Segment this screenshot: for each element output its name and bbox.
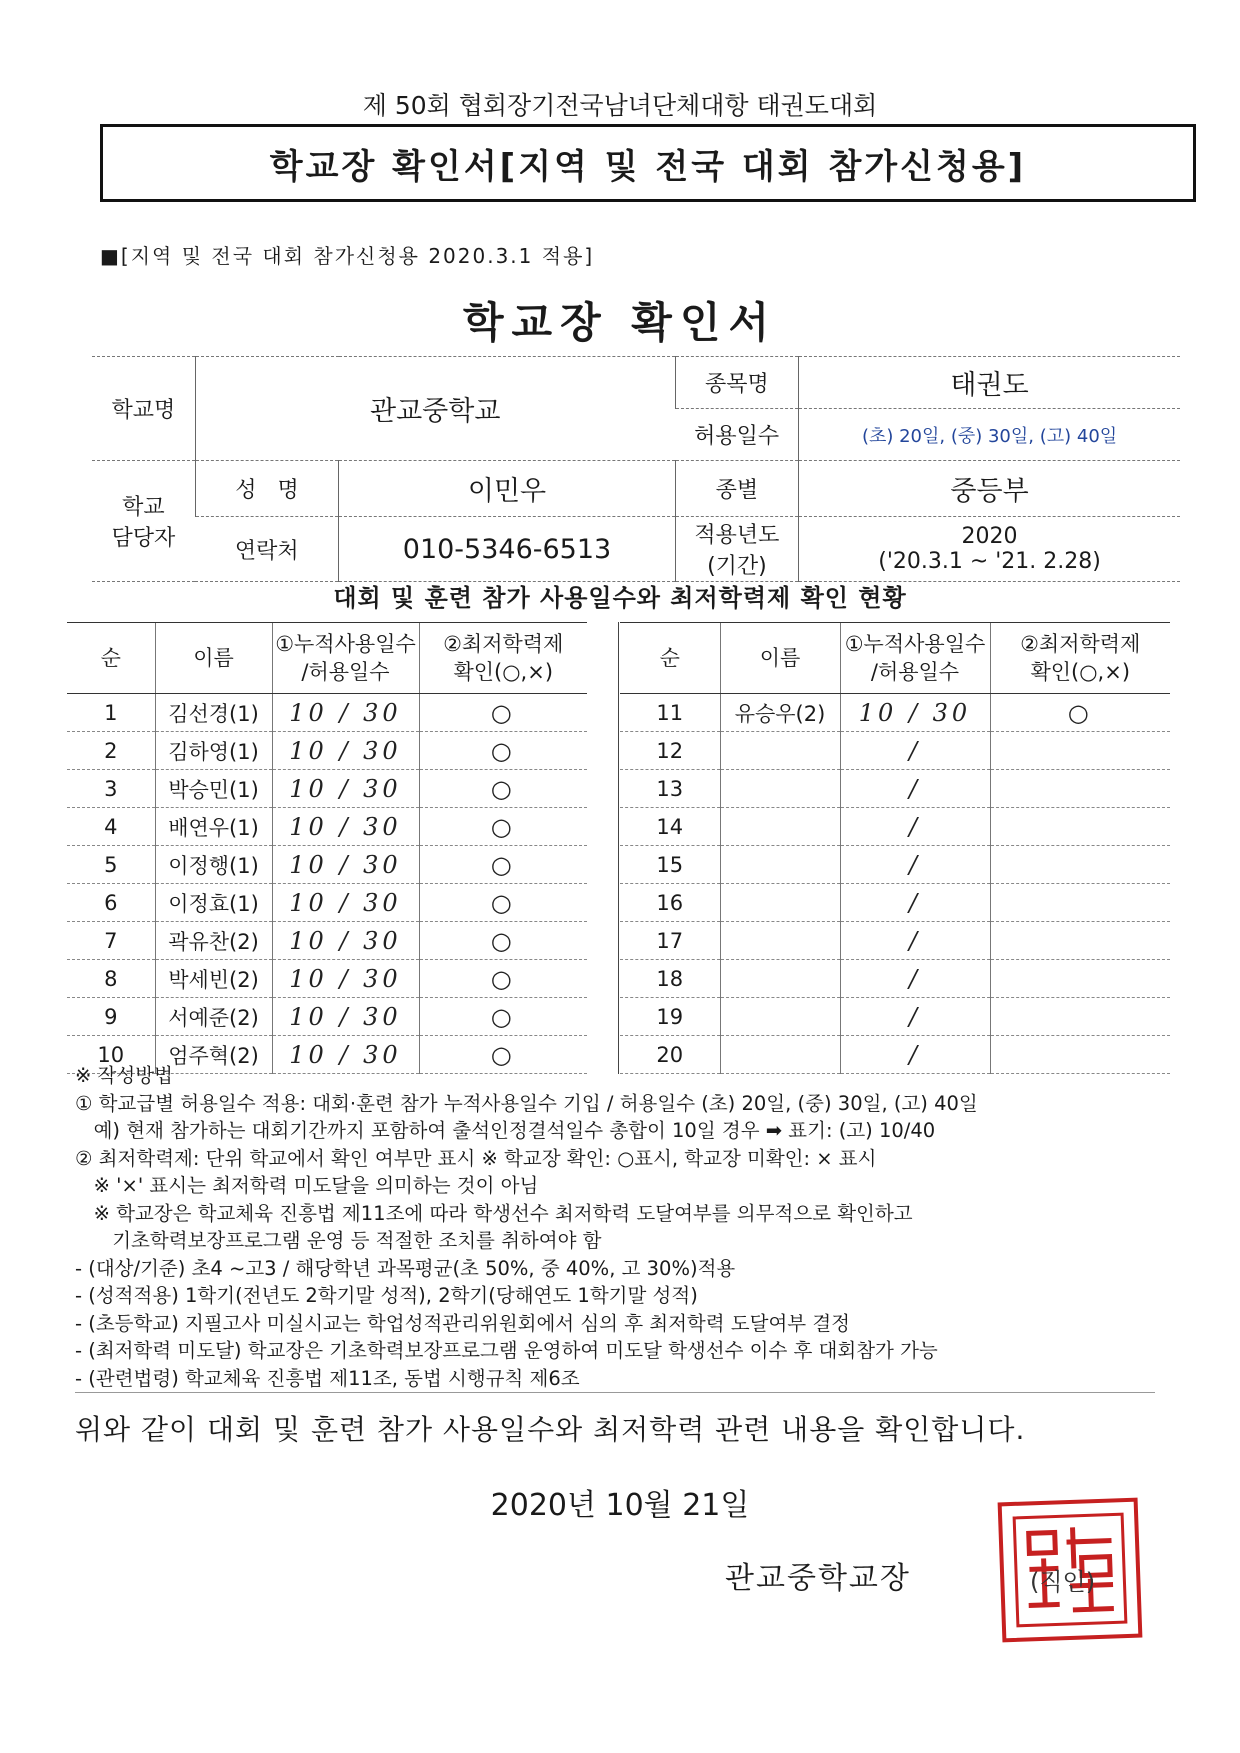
- principal-signature: 관교중학교장: [725, 1561, 911, 1596]
- academic-check: [990, 770, 1170, 808]
- student-row: [67, 732, 587, 770]
- row-number: 3: [67, 770, 155, 808]
- instruction-line: - (최저학력 미도달) 학교장은 기초학력보장프로그램 운영하여 미도달 학생선수 이수 후 대회참가 가능: [75, 1339, 938, 1362]
- student-row: [620, 808, 1170, 846]
- col-check: ②최저학력제 확인(○,×): [419, 623, 587, 694]
- student-row: [620, 998, 1170, 1036]
- seal-label: (직인): [1030, 1568, 1096, 1596]
- row-number: 13: [620, 770, 720, 808]
- academic-check: [990, 960, 1170, 998]
- academic-check: ○: [419, 960, 587, 998]
- student-name: 곽유찬(2): [155, 922, 272, 960]
- student-row: [620, 960, 1170, 998]
- competition-title: 제 50회 협회장기전국남녀단체대항 태권도대회: [362, 91, 878, 120]
- student-row: [620, 770, 1170, 808]
- student-name: 유승우(2): [720, 694, 840, 732]
- school-manager-label: 학교 담당자: [92, 461, 195, 582]
- student-row: [67, 694, 587, 732]
- school-label: 학교명: [92, 357, 195, 461]
- col-no: 순: [620, 623, 720, 694]
- manager-name: 이민우: [339, 461, 675, 517]
- days-used: 10 / 30: [272, 694, 419, 732]
- student-name: 김선경(1): [155, 694, 272, 732]
- col-no: 순: [67, 623, 155, 694]
- writing-instructions: [75, 1062, 1165, 1392]
- divider: [75, 1392, 1155, 1393]
- academic-check: ○: [419, 694, 587, 732]
- academic-check: ○: [419, 884, 587, 922]
- student-name: 김하영(1): [155, 732, 272, 770]
- manager-name-label: 성 명: [195, 461, 339, 517]
- student-row: [67, 922, 587, 960]
- row-number: 18: [620, 960, 720, 998]
- contact-label: 연락처: [195, 517, 339, 582]
- days-used: 10 / 30: [272, 998, 419, 1036]
- row-number: 20: [620, 1036, 720, 1074]
- instruction-line: - (관련법령) 학교체육 진흥법 제11조, 동법 시행규칙 제6조: [75, 1366, 580, 1390]
- academic-check: [990, 884, 1170, 922]
- academic-check: [990, 922, 1170, 960]
- status-table-left: [67, 622, 587, 1074]
- event-value: 태권도: [799, 357, 1180, 409]
- days-used: /: [840, 770, 990, 808]
- academic-check: ○: [419, 846, 587, 884]
- row-number: 19: [620, 998, 720, 1036]
- applicable-period: [799, 517, 1180, 582]
- col-name: 이름: [720, 623, 840, 694]
- instruction-line: ※ 작성방법: [75, 1064, 173, 1087]
- student-name: 엄주혁(2): [155, 1036, 272, 1074]
- academic-check: ○: [419, 998, 587, 1036]
- row-number: 8: [67, 960, 155, 998]
- document-box-title: 학교장 확인서[지역 및 전국 대회 참가신청용]: [100, 124, 1196, 202]
- table-divider: [618, 622, 619, 1074]
- category-value: 중등부: [799, 461, 1180, 517]
- student-row: [67, 960, 587, 998]
- document-title: 학교장 확인서: [462, 298, 778, 347]
- contact-number: 010-5346-6513: [339, 517, 675, 582]
- student-row: [67, 770, 587, 808]
- col-check: ②최저학력제 확인(○,×): [990, 623, 1170, 694]
- days-used: /: [840, 998, 990, 1036]
- days-used: /: [840, 922, 990, 960]
- row-number: 6: [67, 884, 155, 922]
- instruction-line: 기초학력보장프로그램 운영 등 적절한 조치를 취하여야 함: [75, 1229, 602, 1252]
- academic-check: ○: [419, 922, 587, 960]
- instruction-line: - (대상/기준) 초4 ~고3 / 해당학년 과목평균(초 50%, 중 40%, 고 30%)적용: [75, 1256, 736, 1280]
- row-number: 10: [67, 1036, 155, 1074]
- academic-check: [990, 808, 1170, 846]
- category-label: 종별: [675, 461, 798, 517]
- student-name: [720, 808, 840, 846]
- days-used: 10 / 30: [272, 732, 419, 770]
- row-number: 17: [620, 922, 720, 960]
- student-name: [720, 884, 840, 922]
- school-info-table: [92, 356, 1180, 582]
- issue-date: 2020년 10월 21일: [490, 1488, 750, 1523]
- period-range: ('20.3.1 ~ '21. 2.28): [878, 549, 1101, 574]
- instruction-line: ② 최저학력제: 단위 학교에서 확인 여부만 표시 ※ 학교장 확인: ○표시, 학교장 미확인: × 표시: [75, 1146, 877, 1170]
- academic-check: [990, 732, 1170, 770]
- instruction-line: ① 학교급별 허용일수 적용: 대회·훈련 참가 누적사용일수 기입 / 허용일수 (초) 20일, (중) 30일, (고) 40일: [75, 1091, 978, 1115]
- applicable-year-label: 적용년도 (기간): [675, 517, 798, 582]
- event-label: 종목명: [675, 357, 798, 409]
- row-number: 1: [67, 694, 155, 732]
- academic-check: ○: [419, 770, 587, 808]
- student-name: 서예준(2): [155, 998, 272, 1036]
- school-name: 관교중학교: [195, 357, 675, 461]
- status-title: 대회 및 훈련 참가 사용일수와 최저학력제 확인 현황: [333, 584, 907, 612]
- row-number: 11: [620, 694, 720, 732]
- row-number: 4: [67, 808, 155, 846]
- student-name: [720, 922, 840, 960]
- days-used: /: [840, 846, 990, 884]
- student-row: [67, 846, 587, 884]
- days-used: 10 / 30: [272, 922, 419, 960]
- application-note: ■[지역 및 전국 대회 참가신청용 2020.3.1 적용]: [100, 244, 595, 268]
- instruction-line: ※ 학교장은 학교체육 진흥법 제11조에 따라 학생선수 최저학력 도달여부를 의무적으로 확인하고: [75, 1201, 913, 1225]
- academic-check: ○: [419, 732, 587, 770]
- row-number: 2: [67, 732, 155, 770]
- academic-check: ○: [990, 694, 1170, 732]
- student-row: [620, 922, 1170, 960]
- applicable-year: 2020: [961, 524, 1018, 549]
- academic-check: [990, 998, 1170, 1036]
- student-name: [720, 960, 840, 998]
- student-name: [720, 998, 840, 1036]
- student-name: 박세빈(2): [155, 960, 272, 998]
- instruction-line: 예) 현재 참가하는 대회기간까지 포함하여 출석인정결석일수 총합이 10일 경우 ➡ 표기: (고) 10/40: [75, 1119, 936, 1142]
- allowed-days-label: 허용일수: [675, 409, 798, 461]
- student-row: [67, 884, 587, 922]
- days-used: 10 / 30: [272, 884, 419, 922]
- student-name: [720, 846, 840, 884]
- academic-check: [990, 846, 1170, 884]
- days-used: /: [840, 1036, 990, 1074]
- student-name: [720, 770, 840, 808]
- col-days: ①누적사용일수 /허용일수: [840, 623, 990, 694]
- student-name: 이정효(1): [155, 884, 272, 922]
- student-name: 배연우(1): [155, 808, 272, 846]
- days-used: /: [840, 732, 990, 770]
- student-name: 이정행(1): [155, 846, 272, 884]
- student-row: [67, 808, 587, 846]
- instruction-line: ※ '×' 표시는 최저학력 미도달을 의미하는 것이 아님: [75, 1174, 539, 1197]
- student-row: [620, 884, 1170, 922]
- row-number: 7: [67, 922, 155, 960]
- row-number: 5: [67, 846, 155, 884]
- row-number: 14: [620, 808, 720, 846]
- days-used: 10 / 30: [272, 1036, 419, 1074]
- confirmation-statement: 위와 같이 대회 및 훈련 참가 사용일수와 최저학력 관련 내용을 확인합니다.: [75, 1413, 1026, 1446]
- row-number: 16: [620, 884, 720, 922]
- col-days: ①누적사용일수 /허용일수: [272, 623, 419, 694]
- days-used: 10 / 30: [272, 960, 419, 998]
- row-number: 15: [620, 846, 720, 884]
- days-used: /: [840, 884, 990, 922]
- allowed-days-value: (초) 20일, (중) 30일, (고) 40일: [799, 409, 1180, 461]
- row-number: 12: [620, 732, 720, 770]
- days-used: /: [840, 960, 990, 998]
- days-used: 10 / 30: [272, 808, 419, 846]
- academic-check: ○: [419, 1036, 587, 1074]
- days-used: /: [840, 808, 990, 846]
- days-used: 10 / 30: [840, 694, 990, 732]
- student-row: [620, 846, 1170, 884]
- student-row: [620, 694, 1170, 732]
- instruction-line: - (성적적용) 1학기(전년도 2학기말 성적), 2학기(당해연도 1학기말 성적): [75, 1284, 698, 1307]
- instruction-line: - (초등학교) 지필고사 미실시교는 학업성적관리위원회에서 심의 후 최저학력 도달여부 결정: [75, 1311, 851, 1335]
- academic-check: ○: [419, 808, 587, 846]
- student-row: [67, 998, 587, 1036]
- col-name: 이름: [155, 623, 272, 694]
- row-number: 9: [67, 998, 155, 1036]
- student-name: [720, 732, 840, 770]
- student-row: [620, 732, 1170, 770]
- days-used: 10 / 30: [272, 770, 419, 808]
- student-name: 박승민(1): [155, 770, 272, 808]
- status-table-right: [620, 622, 1170, 1074]
- days-used: 10 / 30: [272, 846, 419, 884]
